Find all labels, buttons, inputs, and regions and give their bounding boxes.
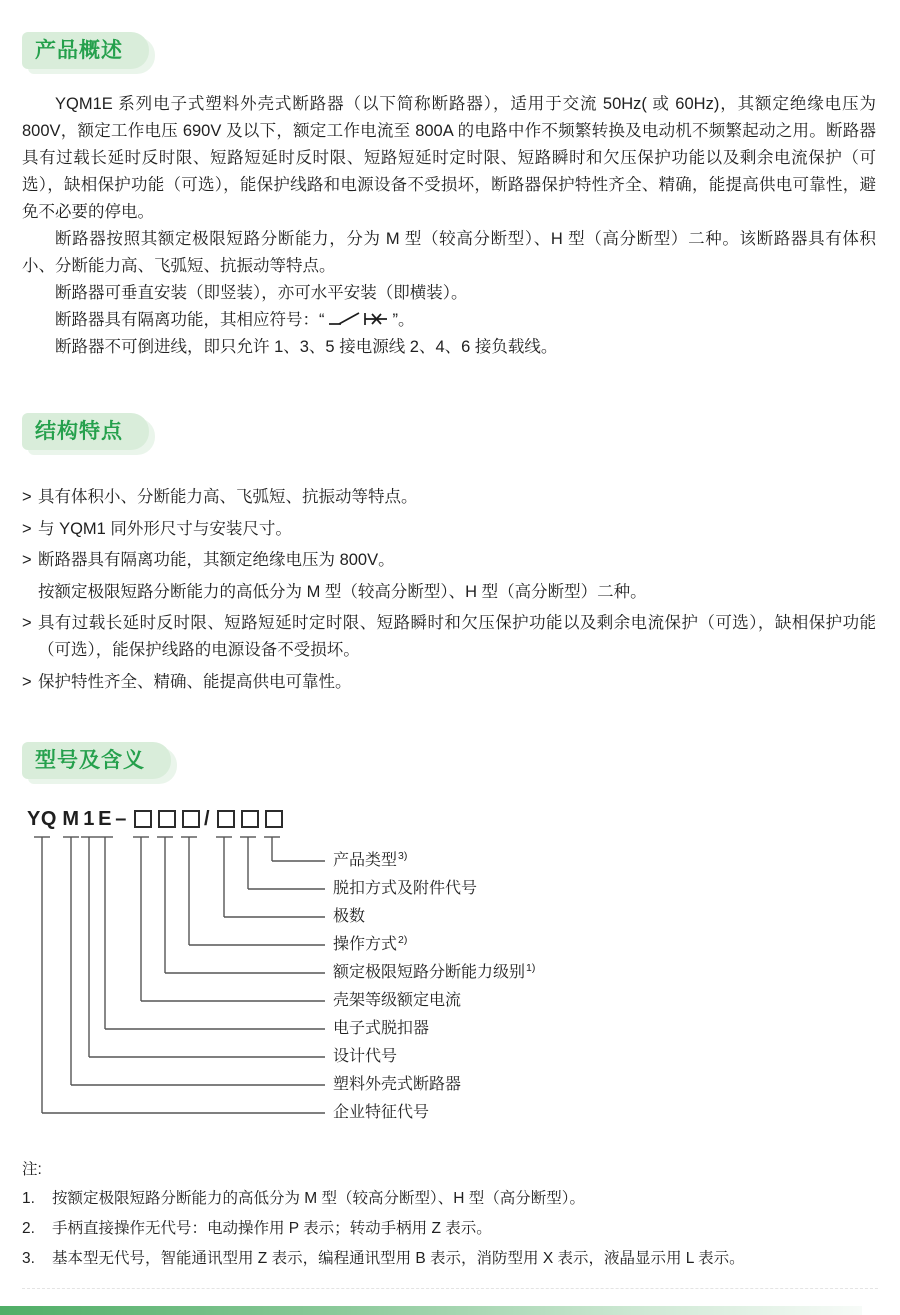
features-section [0, 413, 900, 696]
feature-item [22, 579, 876, 606]
model-code-token: M [62, 807, 80, 830]
model-field-label-superscript: 3) [398, 849, 408, 862]
note-number: 1. [22, 1189, 35, 1207]
model-field-label-text: 极数 [333, 907, 366, 925]
model-field-label-text: 操作方式 [333, 935, 398, 953]
model-code-box [217, 810, 235, 828]
model-section [0, 742, 900, 1133]
model-code-token: YQ [27, 807, 57, 830]
bullet-marker: > [22, 614, 32, 632]
feature-item [22, 669, 876, 696]
model-field-label [333, 1018, 429, 1040]
feature-text: 保护特性齐全、精确、能提高供电可靠性。 [38, 672, 352, 691]
feature-item [22, 610, 876, 664]
overview-paragraph: 断路器不可倒进线，即只允许 1、3、5 接电源线 2、4、6 接负载线。 [55, 338, 558, 356]
overview-paragraph: YQM1E 系列电子式塑料外壳式断路器（以下简称断路器），适用于交流 50Hz( 或 60Hz)，其额定绝缘电压为 800V，额定工作电压 690V 及以下，额定工作电流至 800A 的电路中作不频繁转换及电动机不频繁起动之用。断路器具有过载长延时反时限、短路短延时反时限、短路短延时定时限、短路瞬时和欠压保护功能以及剩余电流保护（可选），缺相保护功能（可选），能保护线路和电源设备不受损坏，断路器保护特性齐全、精确，能提高供电可靠性，避免不必要的停电。 [22, 95, 877, 221]
overview-badge-row [22, 32, 900, 69]
model-field-label [333, 1102, 429, 1124]
features-list [22, 484, 876, 696]
overview-paragraphs [22, 91, 876, 361]
model-field-label-text: 企业特征代号 [333, 1103, 430, 1121]
model-code-box [134, 810, 152, 828]
model-code-token: 1 [83, 807, 95, 830]
feature-text: 与 YQM1 同外形尺寸与安装尺寸。 [38, 519, 292, 538]
feature-item [22, 547, 876, 574]
overview-paragraph [22, 307, 876, 334]
model-field-label [333, 1046, 397, 1068]
features-badge-row [22, 413, 900, 450]
section-title-overview: 产品概述 [22, 32, 149, 69]
model-field-label-text: 壳架等级额定电流 [333, 991, 462, 1009]
model-field-label-text: 额定极限短路分断能力级别 [333, 963, 526, 981]
paragraph-text: ”。 [392, 311, 415, 329]
model-designation-diagram [25, 807, 900, 1133]
model-code-token: – [115, 807, 127, 830]
overview-paragraph: 断路器按照其额定极限短路分断能力，分为 M 型（较高分断型）、H 型（高分断型）二种。该断路器具有体积小、分断能力高、飞弧短、抗振动等特点。 [22, 230, 876, 275]
note-number: 3. [22, 1249, 35, 1267]
footer-gradient-bar [0, 1306, 862, 1315]
model-code-box [241, 810, 259, 828]
model-code-box [265, 810, 283, 828]
paragraph-text: 断路器具有隔离功能，其相应符号：“ [55, 311, 325, 329]
overview-section [0, 32, 900, 361]
model-field-label [333, 934, 407, 957]
model-code-box [182, 810, 200, 828]
note-text: 基本型无代号，智能通讯型用 Z 表示，编程通讯型用 B 表示，消防型用 X 表示，液晶显示用 L 表示。 [52, 1249, 745, 1267]
model-badge-row [22, 742, 900, 779]
note-number: 2. [22, 1219, 35, 1237]
note-item [22, 1189, 876, 1209]
feature-item [22, 484, 876, 511]
model-field-label [333, 990, 461, 1012]
model-code-token: / [203, 807, 211, 830]
product-datasheet-page [0, 32, 900, 1315]
overview-paragraph: 断路器可垂直安装（即竖装），亦可水平安装（即横装）。 [55, 284, 468, 302]
bullet-marker: > [22, 672, 32, 691]
feature-item [22, 516, 876, 543]
model-field-label-text: 电子式脱扣器 [333, 1019, 430, 1037]
isolation-switch-symbol [328, 309, 390, 329]
note-text: 手柄直接操作无代号：电动操作用 P 表示；转动手柄用 Z 表示。 [52, 1219, 492, 1237]
section-title-features: 结构特点 [22, 413, 149, 450]
feature-text: 具有体积小、分断能力高、飞弧短、抗振动等特点。 [38, 488, 418, 506]
feature-text: 按额定极限短路分断能力的高低分为 M 型（较高分断型）、H 型（高分断型）二种。 [38, 582, 647, 601]
model-code-token: E [98, 807, 112, 830]
note-item [22, 1219, 876, 1239]
notes-section [22, 1157, 876, 1269]
model-field-label-superscript: 2) [398, 933, 408, 946]
model-field-label-text: 脱扣方式及附件代号 [333, 879, 478, 897]
notes-list [22, 1189, 876, 1269]
model-field-label-text: 塑料外壳式断路器 [333, 1075, 462, 1093]
note-text: 按额定极限短路分断能力的高低分为 M 型（较高分断型）、H 型（高分断型）。 [52, 1189, 586, 1207]
feature-text: 具有过载长延时反时限、短路短延时定时限、短路瞬时和欠压保护功能以及剩余电流保护（可选），缺相保护功能（可选），能保护线路的电源设备不受损坏。 [38, 614, 876, 659]
model-field-label-superscript: 1) [526, 961, 536, 974]
model-field-label [333, 850, 407, 873]
model-field-label [333, 878, 477, 900]
bullet-marker: > [22, 551, 32, 569]
bullet-marker: > [22, 488, 32, 506]
bullet-marker: > [22, 519, 32, 538]
model-field-label [333, 906, 365, 928]
section-title-model: 型号及含义 [22, 742, 171, 779]
bullet-marker [22, 579, 38, 606]
model-field-label [333, 1074, 461, 1096]
notes-heading: 注: [22, 1160, 42, 1178]
model-field-label [333, 962, 535, 985]
model-field-label-text: 设计代号 [333, 1047, 398, 1065]
feature-text: 断路器具有隔离功能，其额定绝缘电压为 800V。 [38, 551, 395, 569]
footer-divider [22, 1288, 878, 1289]
model-field-label-text: 产品类型 [333, 851, 398, 869]
note-item [22, 1249, 876, 1269]
model-code-box [158, 810, 176, 828]
